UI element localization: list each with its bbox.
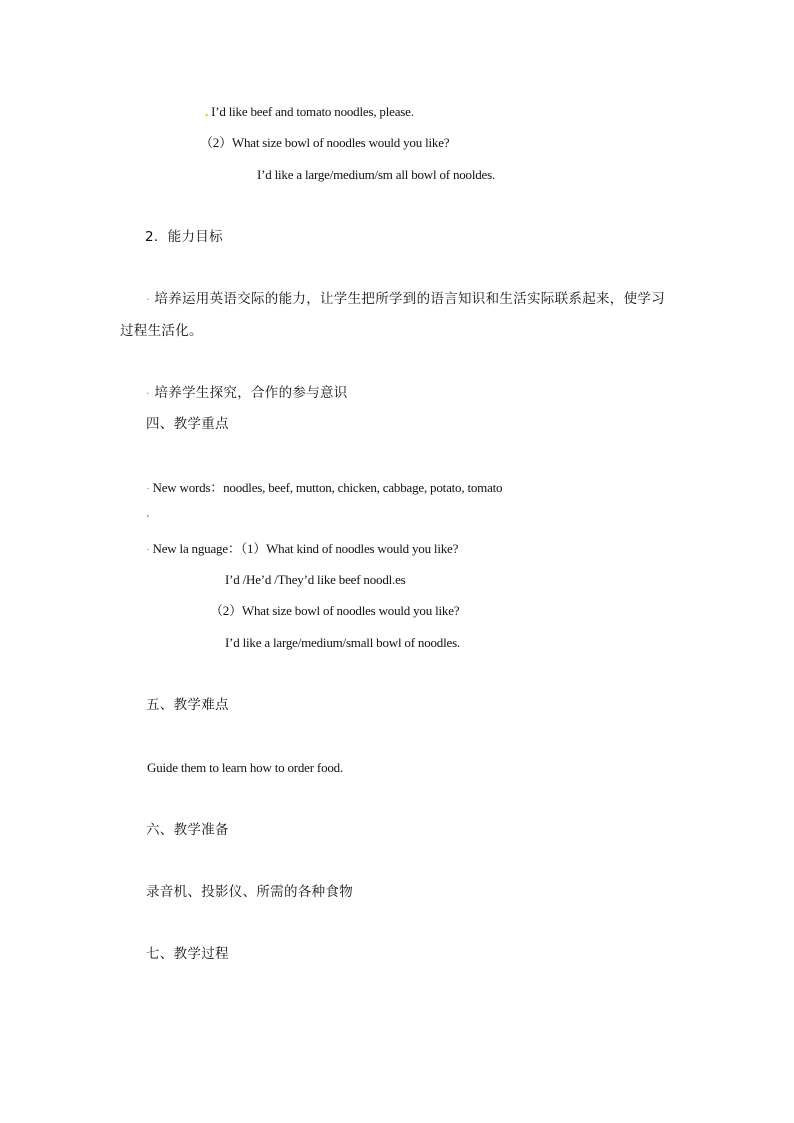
answer-size-line: I’d like a large/medium/sm all bowl of nooldes. — [257, 167, 496, 182]
question-size-line: （2）What size bowl of noodles would you like? — [200, 135, 450, 150]
line-text: 培养学生探究，合作的参与意识 — [154, 385, 348, 401]
line-text: New words：noodles, beef, mutton, chicken, cabbage, potato, tomato — [152, 480, 503, 495]
ability-goal-item-1-continued: 过程生活化。 — [120, 323, 203, 339]
line-text: 培养运用英语交际的能力，让学生把所学到的语言知识和生活实际联系起来，使学习 — [154, 291, 665, 307]
preparation-text: 录音机、投影仪、所需的各种食物 — [146, 884, 353, 900]
answer-size-line-2: I’d like a large/medium/small bowl of noodles. — [225, 635, 460, 650]
ability-goal-item-2 — [146, 385, 348, 402]
line-text: I’d like beef and tomato noodles, please. — [211, 104, 414, 119]
bullet-marker: · — [146, 483, 150, 495]
difficulty-text: Guide them to learn how to order food. — [147, 760, 344, 775]
list-marker: . — [205, 104, 209, 119]
new-language-line — [146, 541, 458, 558]
answer-line-beef-tomato — [205, 104, 414, 120]
section-heading-teaching-focus: 四、教学重点 — [146, 416, 229, 432]
bullet-marker: · — [146, 387, 150, 400]
question-size-line-2: （2）What size bowl of noodles would you like? — [210, 603, 460, 618]
section-heading-teaching-preparation: 六、教学准备 — [146, 822, 229, 838]
bullet-marker: · — [146, 544, 150, 556]
section-heading-teaching-process: 七、教学过程 — [146, 946, 229, 962]
answer-kind-line: I’d /He’d /They’d like beef noodl.es — [225, 572, 406, 587]
stray-mark: ' — [147, 514, 149, 525]
bullet-marker: · — [146, 293, 150, 306]
new-words-line — [146, 480, 502, 497]
section-heading-ability-goals: 2．能力目标 — [145, 229, 223, 245]
section-heading-teaching-difficulty: 五、教学难点 — [146, 697, 229, 713]
line-text: New la nguage：（1）What kind of noodles would you like? — [152, 541, 459, 556]
ability-goal-item-1 — [146, 291, 665, 308]
